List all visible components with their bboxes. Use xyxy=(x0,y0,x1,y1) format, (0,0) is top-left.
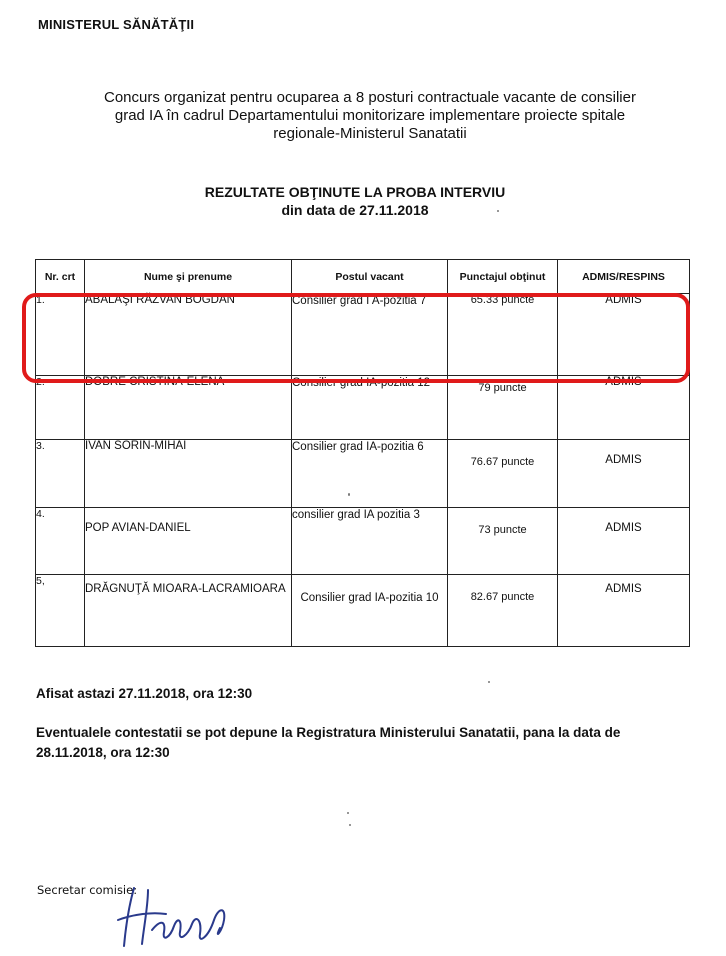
row-points: 79 puncte xyxy=(448,376,558,440)
row-nr: 4. xyxy=(36,508,85,575)
row-name: ABALAŞI RĂZVAN BOGDAN xyxy=(85,294,292,376)
results-title xyxy=(140,183,570,219)
row-points: 65.33 puncte xyxy=(448,294,558,376)
table-row xyxy=(36,440,690,508)
scan-speck xyxy=(349,824,351,826)
table-row xyxy=(36,575,690,647)
intro-line-3: regionale-Ministerul Sanatatii xyxy=(273,125,467,142)
row-name: DRĂGNUŢĂ MIOARA-LACRAMIOARA xyxy=(85,575,292,647)
handwritten-signature xyxy=(108,880,248,952)
row-result: ADMIS xyxy=(558,376,690,440)
header-nr: Nr. crt xyxy=(36,260,85,294)
row-post: consilier grad IA pozitia 3 xyxy=(292,508,448,575)
row-nr: 1. xyxy=(36,294,85,376)
highlight-box xyxy=(22,293,690,383)
intro-line-1: Concurs organizat pentru ocuparea a 8 posturi contractuale vacante de consilier xyxy=(104,89,636,106)
row-result: ADMIS xyxy=(558,575,690,647)
header-result: ADMIS/RESPINS xyxy=(558,260,690,294)
scan-speck xyxy=(488,681,490,683)
header-post: Postul vacant xyxy=(292,260,448,294)
results-title-line-2: din data de 27.11.2018 xyxy=(281,202,429,218)
row-post: Consilier grad IA-pozitia 6 xyxy=(292,440,448,508)
secretary-label: Secretar comisie: xyxy=(37,883,138,897)
scan-speck xyxy=(497,210,499,212)
table-header-row xyxy=(36,260,690,294)
table-row xyxy=(36,376,690,440)
row-result: ADMIS xyxy=(558,508,690,575)
posted-date: Afisat astazi 27.11.2018, ora 12:30 xyxy=(36,686,253,701)
row-post: Consilier grad IA-pozitia 12 xyxy=(292,376,448,440)
scan-speck xyxy=(348,493,350,496)
row-name: IVAN SORIN-MIHAI xyxy=(85,440,292,508)
row-nr: 2. xyxy=(36,376,85,440)
row-nr: 5, xyxy=(36,575,85,647)
table-row xyxy=(36,508,690,575)
appeals-notice: Eventualele contestatii se pot depune la Registratura Ministerului Sanatatii, pana la data de 28.11.2018, ora 12:30 xyxy=(36,725,621,760)
row-post: Consilier grad I A-pozitia 7 xyxy=(292,294,448,376)
ministry-header: MINISTERUL SĂNĂTĂŢII xyxy=(38,17,195,32)
row-points: 76.67 puncte xyxy=(448,440,558,508)
row-nr: 3. xyxy=(36,440,85,508)
row-name: POP AVIAN-DANIEL xyxy=(85,508,292,575)
row-result: ADMIS xyxy=(558,294,690,376)
row-result: ADMIS xyxy=(558,440,690,508)
row-points: 82.67 puncte xyxy=(448,575,558,647)
scan-speck xyxy=(347,812,349,814)
row-post: Consilier grad IA-pozitia 10 xyxy=(292,575,448,647)
intro-line-2: grad IA în cadrul Departamentului monitorizare implementare proiecte spitale xyxy=(114,107,626,124)
row-points: 73 puncte xyxy=(448,508,558,575)
header-points: Punctajul obţinut xyxy=(448,260,558,294)
results-title-line-1: REZULTATE OBŢINUTE LA PROBA INTERVIU xyxy=(204,184,506,200)
row-name: DOBRE CRISTINA-ELENA xyxy=(85,376,292,440)
header-name: Nume şi prenume xyxy=(85,260,292,294)
competition-description xyxy=(60,89,680,143)
